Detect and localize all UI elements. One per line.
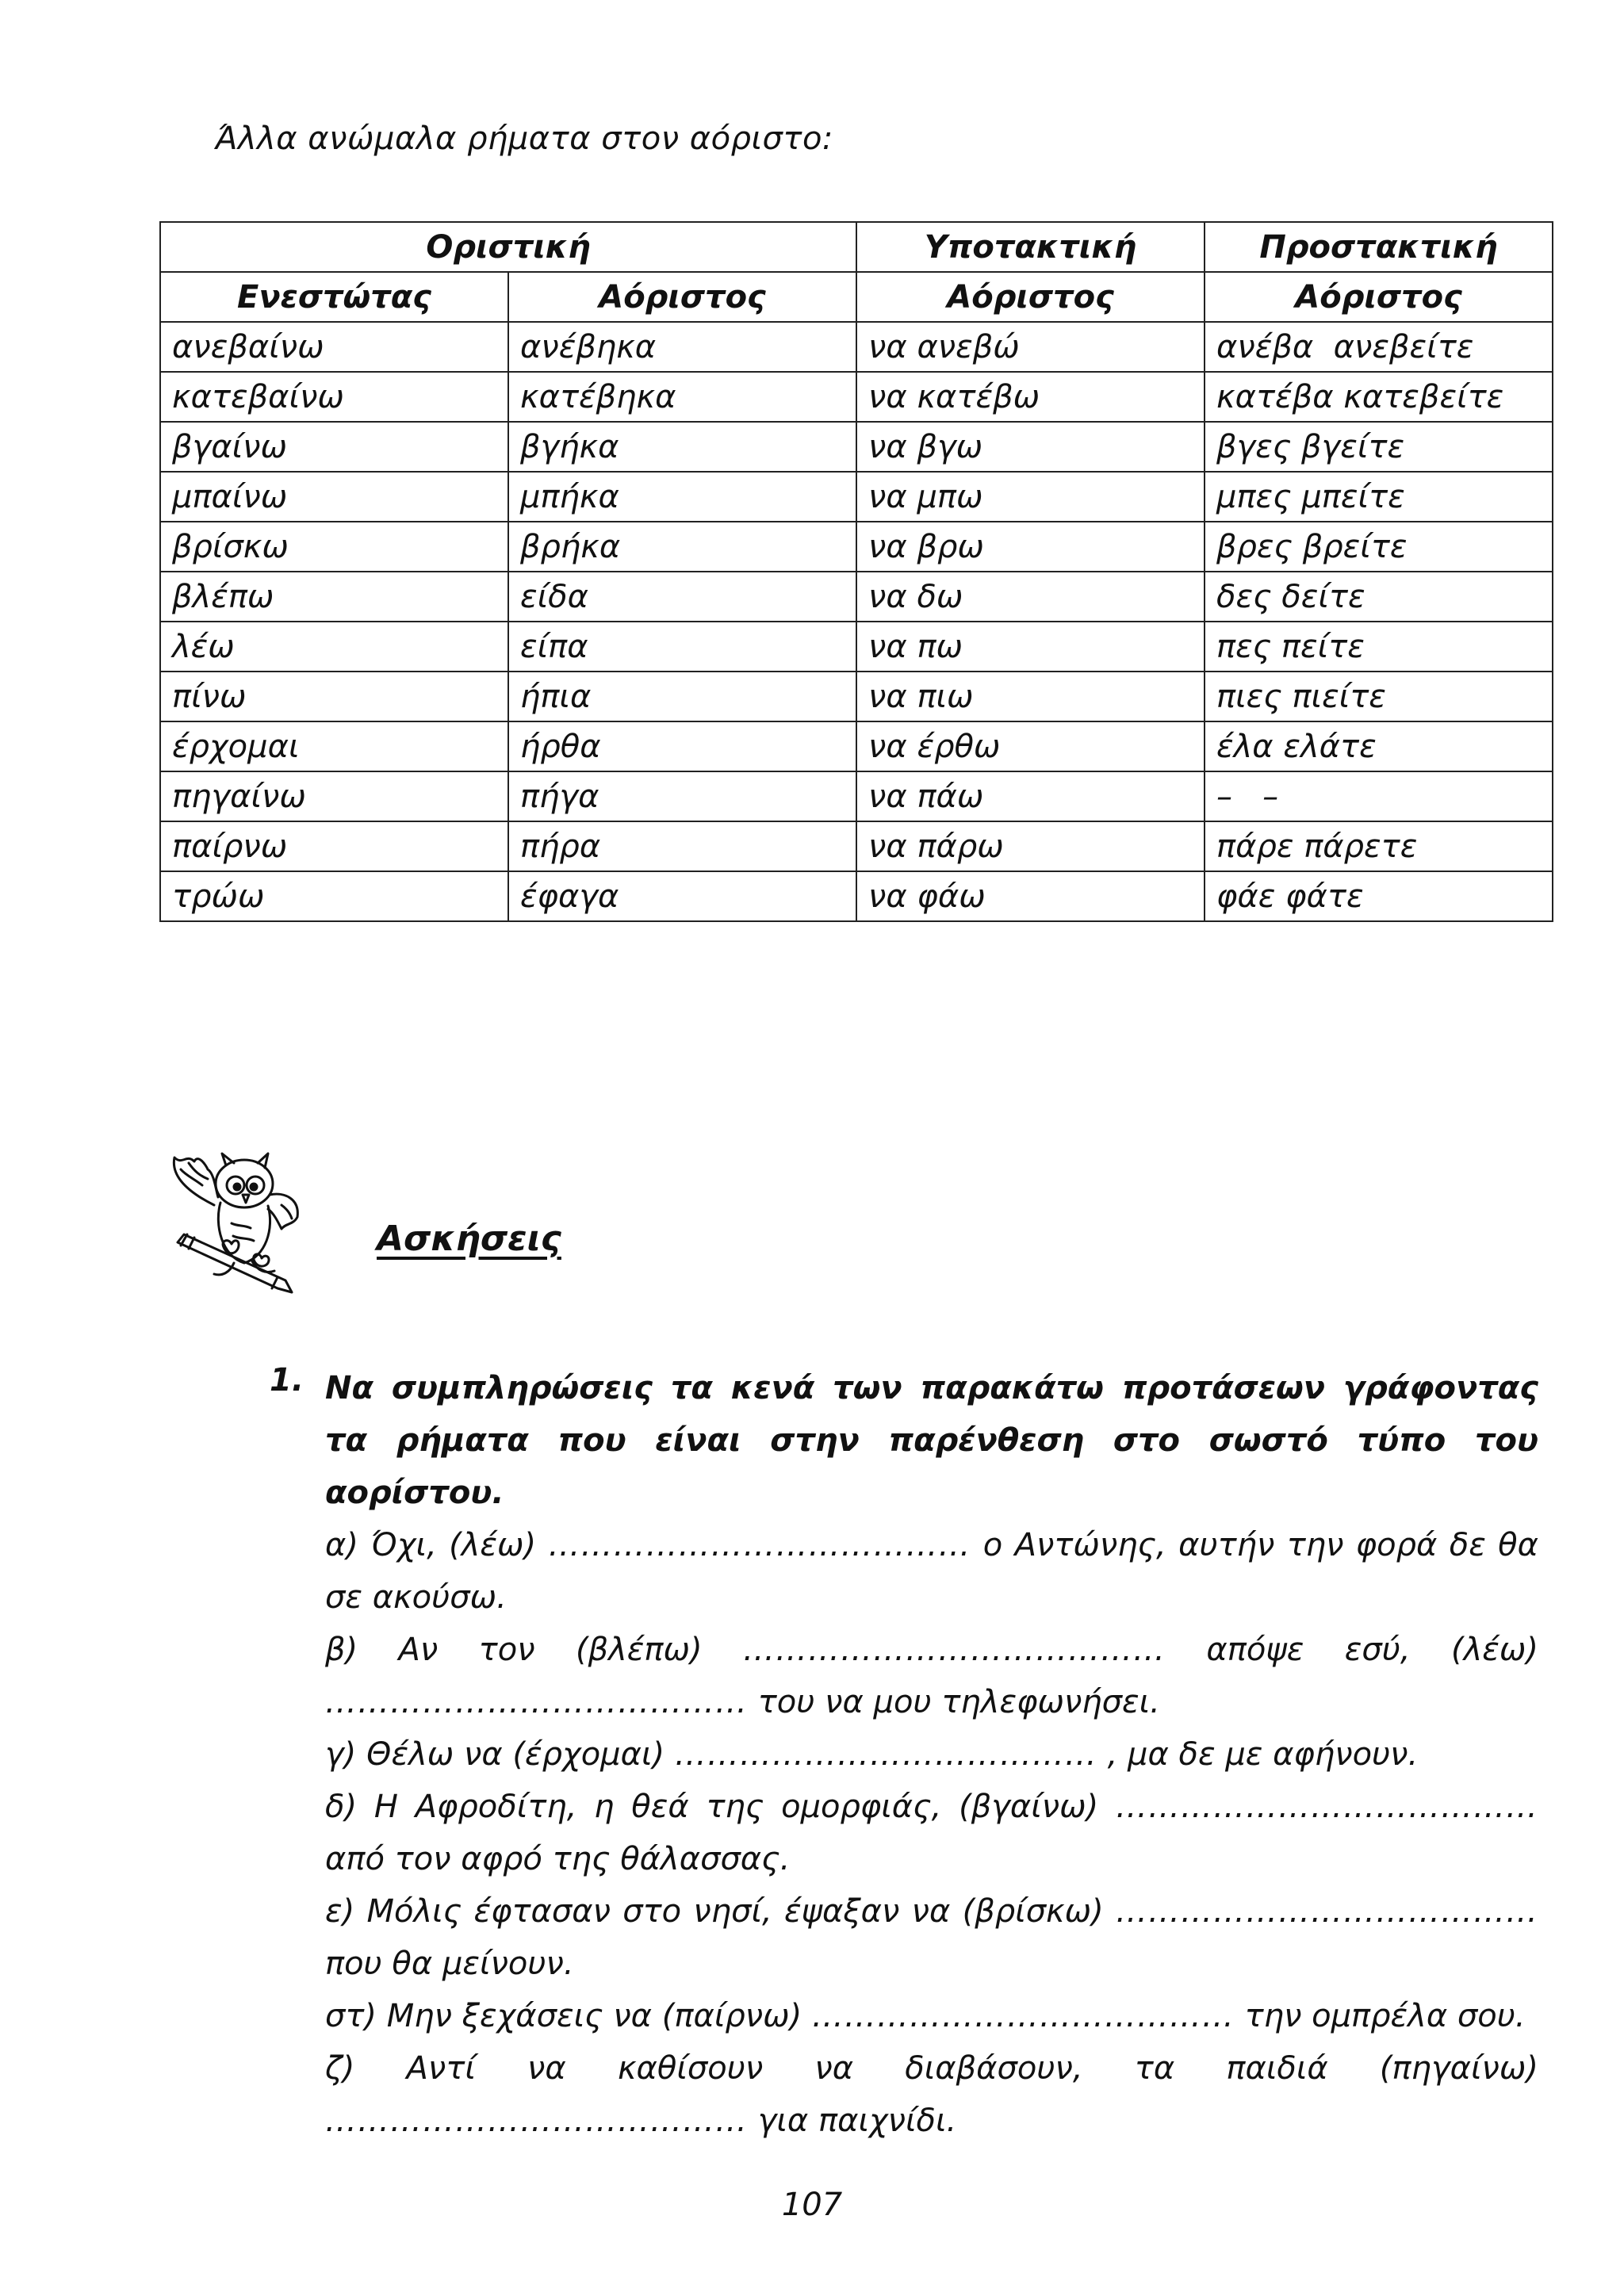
cell-present: κατεβαίνω — [160, 372, 508, 422]
cell-aorist-indicative: ήπια — [508, 672, 856, 721]
sentence-text: που θα μείνουν. — [325, 1946, 574, 1982]
cell-present: μπαίνω — [160, 472, 508, 522]
irregular-verbs-table — [159, 221, 1553, 922]
cell-aorist-imperative: βρες βρείτε — [1205, 522, 1553, 572]
blank-line: ………………………………… — [548, 1527, 971, 1563]
blank-line: ………………………………… — [325, 1684, 748, 1720]
column-header-present: Ενεστώτας — [160, 272, 508, 322]
cell-present: πίνω — [160, 672, 508, 721]
sentence-text: στ) Μην ξεχάσεις να (παίρνω) — [325, 1998, 802, 2034]
table-row — [160, 721, 1553, 771]
cell-aorist-imperative: κατέβα κατεβείτε — [1205, 372, 1553, 422]
cell-present: ανεβαίνω — [160, 322, 508, 372]
cell-aorist-imperative: πες πείτε — [1205, 622, 1553, 672]
cell-aorist-subjunctive: να κατέβω — [856, 372, 1205, 422]
sentence-text: ε) Μόλις έφτασαν στο νησί, έψαξαν να (βρίσκω) — [325, 1893, 1104, 1930]
sentence-text: του να μου τηλεφωνήσει. — [757, 1684, 1160, 1720]
exercises-heading: Ασκήσεις — [377, 1219, 561, 1259]
exercise-1 — [270, 1362, 1538, 2147]
group-header-subjunctive: Υποτακτική — [856, 222, 1205, 272]
instruction-text: Να συμπληρώσεις τα κενά των παρακάτω προτάσεων γράφοντας τα ρήματα που είναι στην παρένθεση στο σωστό τύπο του αορίστου. — [325, 1370, 1538, 1511]
cell-aorist-imperative: βγες βγείτε — [1205, 422, 1553, 472]
intro-text: Άλλα ανώμαλα ρήματα στον αόριστο: — [216, 121, 833, 157]
cell-aorist-imperative: ανέβα ανεβείτε — [1205, 322, 1553, 372]
page-number: 107 — [781, 2187, 843, 2223]
sentence-f — [325, 1990, 1538, 2042]
sentence-text: απόψε εσύ, (λέω) — [1206, 1632, 1539, 1668]
sentence-c — [325, 1728, 1538, 1781]
cell-aorist-subjunctive: να πω — [856, 622, 1205, 672]
cell-aorist-subjunctive: να μπω — [856, 472, 1205, 522]
column-header-aorist: Αόριστος — [856, 272, 1205, 322]
sentence-text: β) Αν τον (βλέπω) — [325, 1632, 703, 1668]
cell-aorist-subjunctive: να φάω — [856, 871, 1205, 921]
cell-aorist-imperative: πιες πιείτε — [1205, 672, 1553, 721]
sentence-text: ο Αντώνης, αυτήν την φορά δε θα σε ακούσω. — [325, 1527, 1538, 1616]
owl-pencil-icon — [159, 1130, 309, 1304]
sentence-text: , μα δε με αφήνουν. — [1107, 1736, 1419, 1773]
cell-aorist-imperative: μπες μπείτε — [1205, 472, 1553, 522]
cell-aorist-imperative: πάρε πάρετε — [1205, 821, 1553, 871]
cell-aorist-indicative: είδα — [508, 572, 856, 622]
sentence-text: την ομπρέλα σου. — [1244, 1998, 1526, 2034]
cell-aorist-subjunctive: να πάω — [856, 771, 1205, 821]
cell-present: βγαίνω — [160, 422, 508, 472]
sentence-b — [325, 1624, 1538, 1728]
sentence-text: για παιχνίδι. — [757, 2103, 957, 2139]
cell-aorist-imperative: – – — [1205, 771, 1553, 821]
cell-aorist-indicative: ήρθα — [508, 721, 856, 771]
sentence-text: γ) Θέλω να (έρχομαι) — [325, 1736, 665, 1773]
cell-present: βρίσκω — [160, 522, 508, 572]
cell-aorist-indicative: πήρα — [508, 821, 856, 871]
sentence-text: ζ) Αντί να καθίσουν να διαβάσουν, τα παιδιά (πηγαίνω) — [325, 2050, 1538, 2087]
sentence-text: δ) Η Αφροδίτη, η θεά της ομορφιάς, (βγαίνω) — [325, 1789, 1099, 1825]
group-header-indicative: Οριστική — [160, 222, 856, 272]
exercise-instruction — [270, 1362, 1538, 1519]
cell-aorist-subjunctive: να βγω — [856, 422, 1205, 472]
sentence-text: από τον αφρό της θάλασσας. — [325, 1841, 791, 1877]
table-row — [160, 771, 1553, 821]
table-row — [160, 422, 1553, 472]
sentence-e — [325, 1885, 1538, 1990]
cell-aorist-indicative: πήγα — [508, 771, 856, 821]
blank-line: ………………………………… — [1116, 1893, 1538, 1930]
exercise-number: 1. — [270, 1362, 304, 1399]
cell-aorist-subjunctive: να ανεβώ — [856, 322, 1205, 372]
cell-aorist-subjunctive: να έρθω — [856, 721, 1205, 771]
cell-present: τρώω — [160, 871, 508, 921]
sentence-a — [325, 1519, 1538, 1624]
cell-aorist-indicative: είπα — [508, 622, 856, 672]
table-row — [160, 522, 1553, 572]
cell-aorist-indicative: έφαγα — [508, 871, 856, 921]
blank-line: ………………………………… — [811, 1998, 1235, 2034]
cell-aorist-indicative: βρήκα — [508, 522, 856, 572]
cell-aorist-subjunctive: να πάρω — [856, 821, 1205, 871]
blank-line: ………………………………… — [674, 1736, 1097, 1773]
blank-line: ………………………………… — [325, 2103, 748, 2139]
table-row — [160, 572, 1553, 622]
table-body — [160, 322, 1553, 921]
cell-aorist-indicative: μπήκα — [508, 472, 856, 522]
column-header-aorist: Αόριστος — [1205, 272, 1553, 322]
table-group-header-row — [160, 222, 1553, 272]
table-row — [160, 622, 1553, 672]
sentence-list — [325, 1519, 1538, 2147]
table-row — [160, 322, 1553, 372]
cell-present: έρχομαι — [160, 721, 508, 771]
blank-line: ………………………………… — [743, 1632, 1166, 1668]
table-row — [160, 821, 1553, 871]
sentence-text: α) Όχι, (λέω) — [325, 1527, 537, 1563]
cell-present: παίρνω — [160, 821, 508, 871]
table-column-header-row — [160, 272, 1553, 322]
column-header-aorist: Αόριστος — [508, 272, 856, 322]
cell-aorist-subjunctive: να δω — [856, 572, 1205, 622]
table-row — [160, 672, 1553, 721]
table-row — [160, 372, 1553, 422]
cell-aorist-subjunctive: να πιω — [856, 672, 1205, 721]
table-row — [160, 472, 1553, 522]
cell-aorist-subjunctive: να βρω — [856, 522, 1205, 572]
cell-aorist-imperative: φάε φάτε — [1205, 871, 1553, 921]
group-header-imperative: Προστακτική — [1205, 222, 1553, 272]
cell-aorist-indicative: βγήκα — [508, 422, 856, 472]
cell-aorist-indicative: κατέβηκα — [508, 372, 856, 422]
sentence-d — [325, 1781, 1538, 1885]
cell-present: λέω — [160, 622, 508, 672]
cell-present: βλέπω — [160, 572, 508, 622]
cell-aorist-indicative: ανέβηκα — [508, 322, 856, 372]
blank-line: ………………………………… — [1116, 1789, 1538, 1825]
cell-aorist-imperative: έλα ελάτε — [1205, 721, 1553, 771]
sentence-g — [325, 2042, 1538, 2147]
table-row — [160, 871, 1553, 921]
cell-aorist-imperative: δες δείτε — [1205, 572, 1553, 622]
cell-present: πηγαίνω — [160, 771, 508, 821]
